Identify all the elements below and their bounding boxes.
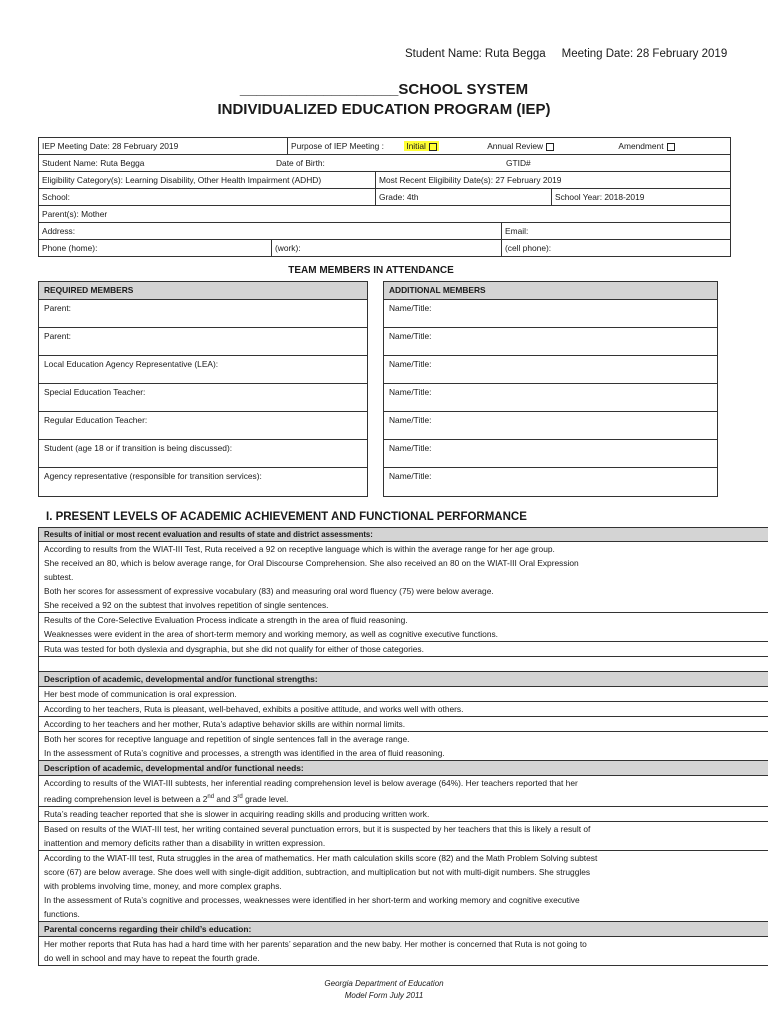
text-line: In the assessment of Ruta’s cognitive and processes, a strength was identified in the area of fluid reasoning. <box>44 748 445 758</box>
email-field: Email: <box>501 223 730 239</box>
parental-concerns-header: Parental concerns regarding their child’s education: <box>39 922 768 937</box>
info-row-eligibility <box>39 172 730 189</box>
needs-header: Description of academic, developmental and/or functional needs: <box>39 761 768 776</box>
text-fragment: reading comprehension level is between a 2 <box>44 793 208 804</box>
school-field: School: <box>42 192 70 202</box>
need-row: Ruta’s reading teacher reported that she is slower in acquiring reading skills and producing written work. <box>39 807 768 822</box>
text-line: subtest. <box>44 572 74 582</box>
text-line: score (67) are below average. She does well with single-digit addition, subtraction, and multiplication but not with multi-digit numbers. She struggles <box>44 866 591 877</box>
school-system-title: ___________________SCHOOL SYSTEM <box>239 81 529 98</box>
strength-row: According to her teachers and her mother, Ruta’s adaptive behavior skills are within normal limits. <box>39 717 768 732</box>
superscript: rd <box>237 794 243 800</box>
strength-row: Her best mode of communication is oral expression. <box>39 687 768 702</box>
parents-field: Parent(s): Mother <box>42 209 108 219</box>
gtid-field: GTID# <box>506 158 531 168</box>
initial-checkbox[interactable] <box>429 143 437 151</box>
additional-member-row: Name/Title: <box>384 440 717 468</box>
iep-title: INDIVIDUALIZED EDUCATION PROGRAM (IEP) <box>217 101 551 118</box>
initial-label: Initial <box>406 141 426 151</box>
required-member-row: Regular Education Teacher: <box>39 412 367 440</box>
text-line: do well in school and may have to repeat the fourth grade. <box>44 952 260 963</box>
text-line: According to results of the WIAT-III subtests, her inferential reading comprehension level is below average (64%). Her teachers reported that her <box>44 778 578 788</box>
strengths-header: Description of academic, developmental and/or functional strengths: <box>39 672 768 687</box>
required-member-row: Parent: <box>39 300 367 328</box>
additional-members-header: ADDITIONAL MEMBERS <box>384 282 717 300</box>
team-members-title: TEAM MEMBERS IN ATTENDANCE <box>288 265 454 276</box>
phone-home-field: Phone (home): <box>42 243 98 253</box>
results-block-2 <box>39 613 768 642</box>
need-row <box>39 851 768 922</box>
annual-review-label: Annual Review <box>487 141 544 151</box>
additional-member-row: Name/Title: <box>384 356 717 384</box>
student-name-field: Student Name: Ruta Begga <box>42 158 145 168</box>
additional-member-row: Name/Title: <box>384 384 717 412</box>
phone-work-field: (work): <box>271 240 501 256</box>
text-line: Both her scores for receptive language and repetition of single sentences fall in the average range. <box>44 734 410 744</box>
required-members-table <box>38 281 368 497</box>
required-members-header: REQUIRED MEMBERS <box>39 282 367 300</box>
info-row-school <box>39 189 730 206</box>
text-line: Results of the Core-Selective Evaluation Process indicate a strength in the area of fluid reasoning. <box>44 615 408 625</box>
info-row-parents <box>39 206 730 223</box>
footer-line-2: Model Form July 2011 <box>344 991 424 1000</box>
cell-phone-field: (cell phone): <box>501 240 730 256</box>
iep-meeting-date: IEP Meeting Date: 28 February 2019 <box>42 141 179 151</box>
purpose-cell <box>287 138 730 154</box>
need-row <box>39 822 768 851</box>
blank-row <box>39 657 768 672</box>
student-info-table <box>38 137 731 257</box>
info-row-student <box>39 155 730 172</box>
amendment-label: Amendment <box>618 141 664 151</box>
additional-member-row: Name/Title: <box>384 328 717 356</box>
strength-row <box>39 732 768 761</box>
text-line: Both her scores for assessment of expressive vocabulary (83) and measuring oral word fluency (75) were below average. <box>44 586 494 596</box>
text-line: She received a 92 on the subtest that involves repetition of single sentences. <box>44 600 329 610</box>
amendment-checkbox[interactable] <box>667 143 675 151</box>
additional-member-row: Name/Title: <box>384 412 717 440</box>
text-line: inattention and memory deficits rather than a disability in written expression. <box>44 837 326 848</box>
superscript: nd <box>207 794 215 800</box>
grade-field: Grade: 4th <box>375 189 551 205</box>
results-block-3: Ruta was tested for both dyslexia and dysgraphia, but she did not qualify for either of those categories. <box>39 642 768 657</box>
required-member-row: Student (age 18 or if transition is being discussed): <box>39 440 367 468</box>
parental-concerns-row <box>39 937 768 965</box>
info-row-phone <box>39 240 730 256</box>
recent-eligibility-date: Most Recent Eligibility Date(s): 27 February 2019 <box>375 172 730 188</box>
text-line: Based on results of the WIAT-III test, her writing contained several punctuation errors, but it is suspected by her teachers that this is likely a result of <box>44 823 591 834</box>
text-line: She received an 80, which is below average range, for Oral Discourse Comprehension. She also received an 80 on the WIAT-III Oral Expression <box>44 558 579 568</box>
footer-line-1: Georgia Department of Education <box>324 979 444 988</box>
text-line: with problems involving time, money, and more complex graphs. <box>44 880 282 891</box>
section-1-title: I. PRESENT LEVELS OF ACADEMIC ACHIEVEMENT AND FUNCTIONAL PERFORMANCE <box>46 511 527 523</box>
results-header: Results of initial or most recent evaluation and results of state and district assessments: <box>39 528 768 542</box>
text-line: Her mother reports that Ruta has had a hard time with her parents’ separation and the new baby. Her mother is concerned that Ruta is not going to <box>44 938 587 949</box>
text-line: According to results from the WIAT-III Test, Ruta received a 92 on receptive language which is within the average range for her age group. <box>44 544 555 554</box>
required-member-row: Special Education Teacher: <box>39 384 367 412</box>
additional-member-row: Name/Title: <box>384 300 717 328</box>
student-meeting-header <box>405 48 727 60</box>
strength-row: According to her teachers, Ruta is pleasant, well-behaved, exhibits a positive attitude, and works well with others. <box>39 702 768 717</box>
address-field: Address: <box>42 226 76 236</box>
required-member-row: Parent: <box>39 328 367 356</box>
results-block-1 <box>39 542 768 613</box>
student-name-text: Student Name: Ruta Begga <box>405 48 546 60</box>
text-line: functions. <box>44 908 80 919</box>
text-line <box>44 790 765 806</box>
text-fragment: grade level. <box>242 793 289 804</box>
initial-option[interactable] <box>404 141 439 151</box>
dob-field: Date of Birth: <box>276 158 325 168</box>
info-row-address <box>39 223 730 240</box>
school-year-field: School Year: 2018-2019 <box>551 189 730 205</box>
additional-member-row: Name/Title: <box>389 471 432 481</box>
text-fragment: and 3 <box>214 793 238 804</box>
text-line: Weaknesses were evident in the area of short-term memory and working memory, as well as cognitive executive functions. <box>44 629 498 639</box>
purpose-label: Purpose of IEP Meeting : <box>291 141 384 151</box>
additional-members-table <box>383 281 718 497</box>
annual-review-checkbox[interactable] <box>546 143 554 151</box>
required-member-row: Local Education Agency Representative (LEA): <box>39 356 367 384</box>
text-line: In the assessment of Ruta’s cognitive and processes, weaknesses were identified in her short-term and working memory and cognitive executive <box>44 894 580 905</box>
text-line: According to the WIAT-III test, Ruta struggles in the area of mathematics. Her math calculation skills score (82) and the Math Problem Solving subtest <box>44 852 598 863</box>
eligibility-category: Eligibility Category(s): Learning Disability, Other Health Impairment (ADHD) <box>42 175 322 185</box>
present-levels-table <box>38 527 768 966</box>
required-member-row: Agency representative (responsible for transition services): <box>44 471 262 481</box>
need-row <box>39 776 768 807</box>
meeting-date-text: Meeting Date: 28 February 2019 <box>561 48 728 60</box>
info-row-meeting <box>39 138 730 155</box>
